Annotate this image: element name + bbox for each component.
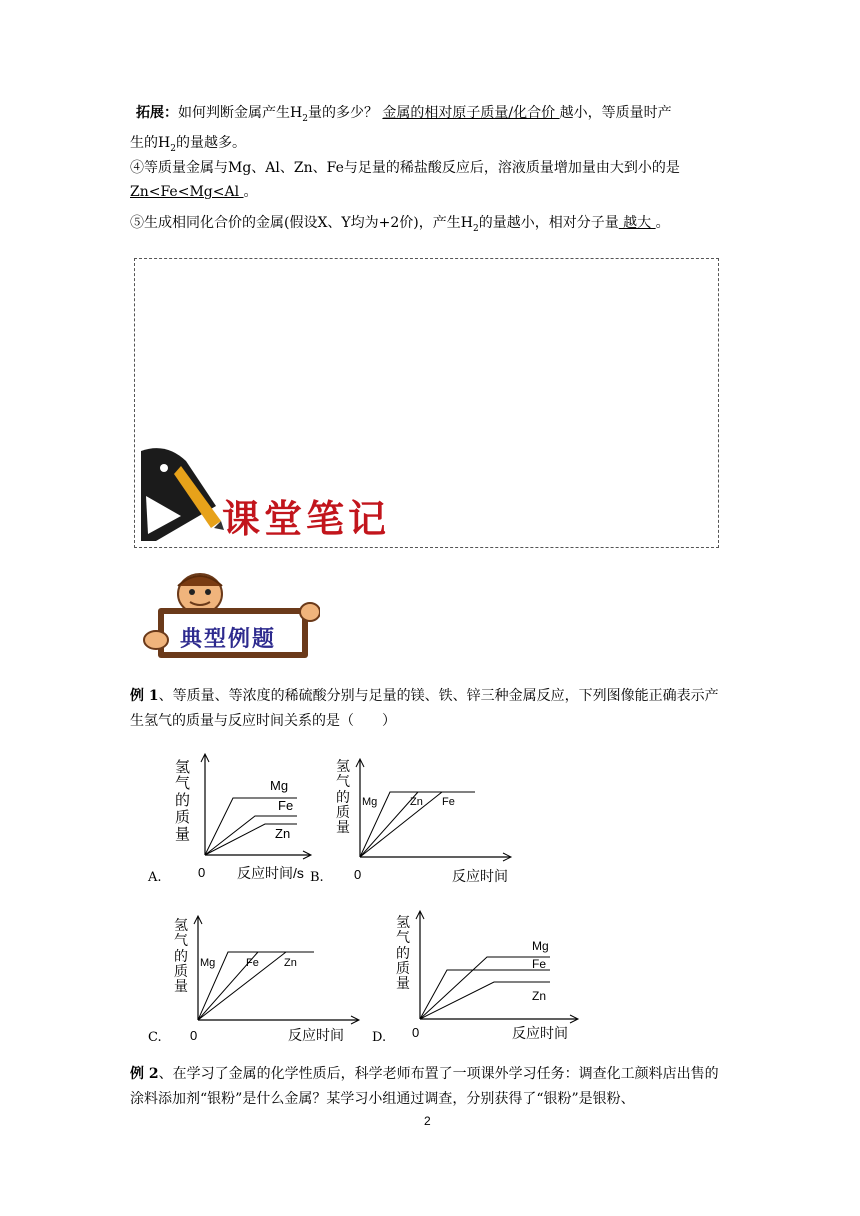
series-zn-label: Zn [284,957,297,969]
svg-text:的: 的 [336,789,350,805]
example-1 [130,684,732,734]
class-notes-label: 课堂笔记 [222,496,391,541]
point-5-end: 。 [655,215,670,231]
svg-text:量: 量 [336,819,350,835]
series-fe-label: Fe [442,796,455,808]
extension-label: 拓展： [136,105,178,121]
series-fe-label: Fe [246,957,259,969]
x-axis-label: 反应时间 [452,868,508,884]
origin-label: 0 [190,1028,198,1042]
y-axis-label [175,759,190,843]
extension-text-after: 越小，等质量时产 [559,105,672,121]
example-1-text: 、等质量、等浓度的稀硫酸分别与足量的镁、铁、锌三种金属反应，下列图像能正确表示产生氢气的质量与反应时间关系的是（ ） [130,688,719,729]
penguin-pencil-icon [136,446,226,546]
point-4-paragraph [130,156,732,204]
series-mg-label: Mg [200,957,216,969]
point-4-end: 。 [243,184,258,200]
svg-text:气: 气 [336,773,350,789]
extension-text-mid: 量的多少？ [307,105,383,121]
svg-text:的: 的 [174,948,188,964]
svg-text:量: 量 [174,978,188,994]
svg-text:氢: 氢 [175,759,191,776]
graph-c [168,912,368,1042]
svg-text:量: 量 [396,975,410,991]
series-fe-line [420,970,550,1019]
svg-text:氢: 氢 [174,917,188,933]
point-4-text: ④等质量金属与Mg、Al、Zn、Fe与足量的稀盐酸反应后，溶液质量增加量由大到小的是 [130,160,680,176]
extension-line2-b: 的量越多。 [175,134,246,151]
svg-text:的: 的 [175,792,191,809]
svg-text:量: 量 [175,826,191,843]
origin-label: 0 [412,1025,420,1040]
x-axis-label: 反应时间 [288,1027,344,1042]
extension-line2-a: 生的H [130,134,171,151]
example-2-label: 例 2 [130,1066,159,1082]
point-5-answer: 越大 [618,215,656,231]
svg-text:氢: 氢 [396,914,410,930]
svg-text:质: 质 [175,809,191,826]
origin-label: 0 [354,867,362,882]
series-mg-label: Mg [532,939,549,953]
graph-d [392,907,584,1042]
extension-paragraph [130,101,732,161]
graph-b [330,755,520,885]
point-4-answer: Zn<Fe<Mg<Al [130,184,244,200]
subscript: 2 [170,143,176,154]
extension-text: 如何判断金属产生H [178,105,303,121]
x-axis-label: 反应时间 [512,1025,568,1041]
origin-label: 0 [198,865,206,880]
point-5-text-b: 的量越小，相对分子量 [478,215,619,231]
y-axis-label [336,758,350,835]
series-fe-label: Fe [532,957,547,971]
svg-text:质: 质 [396,960,410,976]
svg-text:质: 质 [336,804,350,820]
example-2-text: 、在学习了金属的化学性质后，科学老师布置了一项课外学习任务：调查化工颜料店出售的涂料添加剂“银粉”是什么金属？某学习小组通过调查，分别获得了“银粉”是银粉、 [130,1066,719,1107]
series-zn-label: Zn [410,796,423,808]
x-axis-label: 反应时间/s [237,865,304,881]
y-axis-label [396,914,410,991]
svg-text:气: 气 [396,929,410,945]
series-zn-label: Zn [275,826,291,841]
extension-answer: 金属的相对原子质量/化合价 [382,105,560,121]
series-mg-label: Mg [362,796,378,808]
page-number: 2 [424,1114,431,1128]
svg-text:气: 气 [175,775,191,792]
typical-examples-label: 典型例题 [180,626,277,652]
option-c[interactable]: C. [148,1030,162,1045]
subscript: 2 [472,223,479,234]
option-a[interactable]: A. [148,870,162,885]
svg-text:氢: 氢 [336,758,350,774]
svg-text:气: 气 [174,932,188,948]
svg-text:质: 质 [174,963,188,979]
option-d[interactable]: D. [372,1030,387,1045]
series-zn-label: Zn [532,989,547,1003]
series-mg-label: Mg [270,778,289,793]
svg-text:的: 的 [396,945,410,961]
example-2 [130,1062,732,1112]
y-axis-label [174,917,188,994]
point-5-paragraph [130,211,732,241]
option-b[interactable]: B. [310,870,324,885]
point-5-text-a: ⑤生成相同化合价的金属(假设X、Y均为+2价)，产生H [130,215,473,231]
subscript: 2 [302,113,308,124]
graph-a [165,750,315,890]
example-1-label: 例 1 [130,688,159,704]
series-fe-label: Fe [278,798,294,813]
